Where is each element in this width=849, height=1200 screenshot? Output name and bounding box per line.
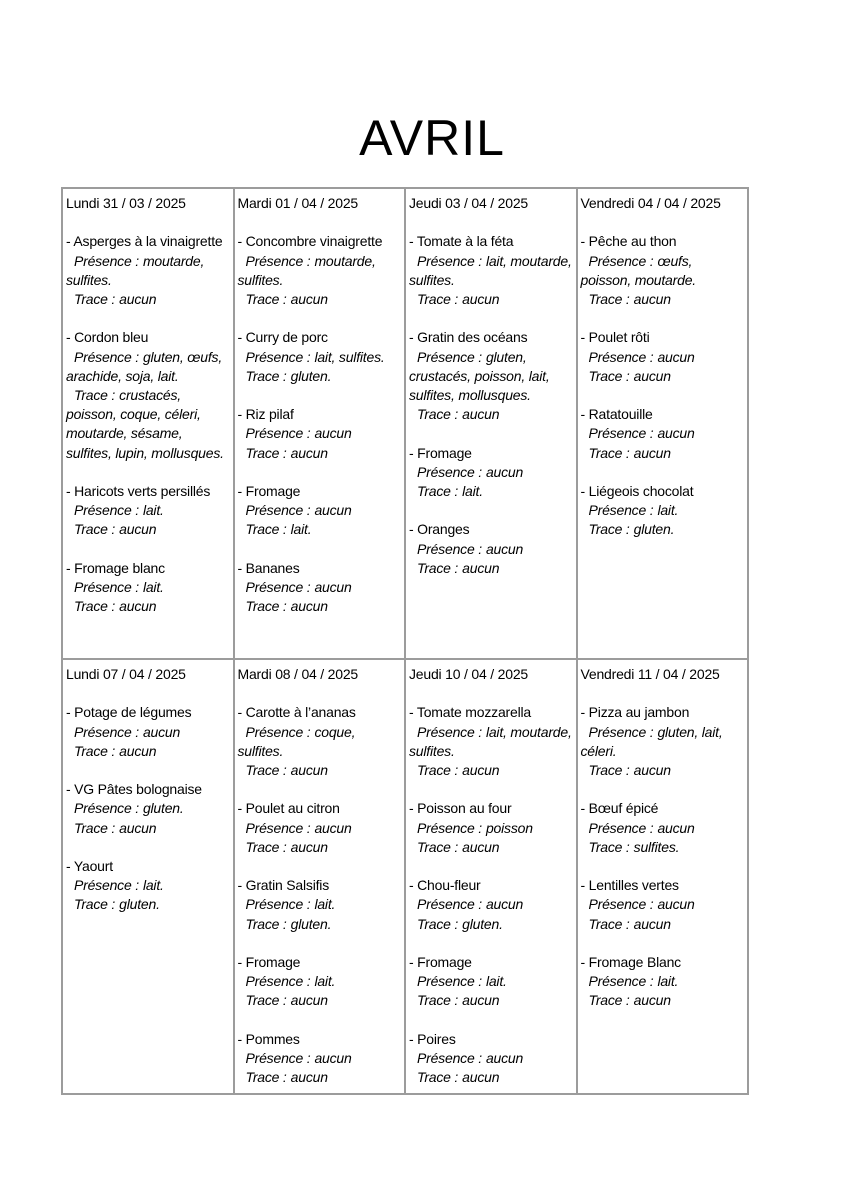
allergen-trace [238,598,328,614]
trace-value: aucun [633,762,671,778]
allergen-trace [238,762,328,778]
trace-label: Trace : [245,444,287,461]
trace-value: aucun [462,559,500,576]
day-date: Mardi 08 / 04 / 2025 [237,666,359,682]
dish-item [238,799,403,857]
dish-name: - Asperges à la vinaigrette [66,233,223,250]
trace-label: Trace : [588,915,630,932]
dish-item [66,328,231,462]
dish-item [409,876,574,934]
trace-label: Trace : [74,387,116,403]
trace-label: Trace : [74,598,116,615]
dish-item [238,482,403,540]
dish-item [238,405,403,463]
presence-value: moutarde, sulfites. [237,252,376,288]
dish-name: - Tomate mozzarella [409,704,531,721]
trace-value: lait. [462,483,483,499]
trace-value: crustacés, poisson, coque, céleri, moutarde, sésame, sulfites, lupin, mollusques. [66,387,224,461]
presence-label: Présence : [74,579,139,595]
dish-name: - Poisson au four [409,800,512,817]
presence-label: Présence : [245,425,311,442]
dish-item [238,953,403,1011]
dish-item [66,703,231,761]
allergen-trace [409,992,499,1008]
dish-name: - Fromage blanc [66,559,165,576]
allergen-presence [238,253,376,288]
presence-label: Présence : [417,252,482,269]
allergen-presence [409,253,572,288]
trace-label: Trace : [417,291,459,307]
allergen-trace [409,560,499,576]
allergen-trace [66,291,156,307]
trace-value: gluten. [119,896,160,913]
presence-label: Présence : [588,723,654,740]
page-title: AVRIL [359,110,505,166]
dish-name: - Fromage [409,953,472,970]
presence-value: aucun [657,819,695,836]
trace-value: aucun [119,819,157,836]
trace-value: aucun [462,992,500,1009]
trace-label: Trace : [588,444,630,461]
presence-value: lait, moutarde, sulfites. [409,252,572,288]
presence-label: Présence : [74,800,139,817]
allergen-trace [66,598,156,614]
dish-item [409,703,574,780]
dish-name: - Concombre vinaigrette [237,233,383,250]
allergen-trace [238,916,332,932]
dish-name: - Poires [409,1030,456,1047]
presence-value: aucun [657,348,695,365]
trace-value: aucun [119,521,157,538]
allergen-presence [238,820,352,836]
allergen-trace [66,820,156,836]
allergen-presence [66,349,222,384]
dish-item [581,405,746,463]
presence-label: Présence : [245,819,311,836]
trace-value: aucun [462,406,500,423]
trace-value: aucun [290,291,328,307]
presence-value: œufs, poisson, moutarde. [580,252,696,288]
presence-value: lait. [142,579,164,595]
trace-value: gluten. [633,521,675,538]
allergen-presence [409,973,507,989]
presence-label: Présence : [588,348,654,365]
allergen-trace [66,387,224,461]
trace-value: aucun [290,444,328,461]
dish-item [66,482,231,540]
allergen-presence [238,502,352,518]
menu-table [61,187,749,1095]
trace-label: Trace : [245,992,287,1009]
presence-value: gluten, lait, céleri. [580,723,723,759]
dish-name: - Tomate à la féta [409,233,514,250]
dish-name: - Poulet au citron [237,800,340,817]
week-row [62,188,748,659]
allergen-presence [238,579,352,595]
trace-label: Trace : [417,1069,459,1086]
allergen-trace [238,521,312,537]
allergen-trace [581,445,671,461]
trace-label: Trace : [417,559,459,576]
dish-item [409,328,574,424]
presence-value: aucun [485,1049,524,1066]
trace-value: aucun [290,992,328,1009]
trace-label: Trace : [588,291,630,307]
presence-value: lait, moutarde, sulfites. [409,723,572,759]
presence-value: lait. [142,502,164,519]
trace-value: aucun [633,291,671,307]
trace-value: aucun [633,367,671,384]
dish-item [66,857,231,915]
trace-value: aucun [633,444,671,461]
presence-label: Présence : [417,348,482,365]
day-cell [62,659,234,1094]
dish-name: - Gratin Salsifis [237,877,330,894]
dish-name: - Lentilles vertes [580,877,679,894]
dish-name: - Riz pilaf [237,406,294,423]
dish-item [238,1030,403,1088]
presence-label: Présence : [417,973,482,990]
allergen-presence [409,1050,523,1066]
dish-item [409,1030,574,1088]
allergen-trace [238,1069,328,1085]
allergen-trace [238,291,328,307]
dish-name: - Haricots verts persillés [66,483,211,499]
day-cell [405,659,577,1094]
allergen-trace [409,916,503,932]
dish-item [238,232,403,309]
allergen-presence [581,820,695,836]
presence-value: aucun [314,819,352,836]
trace-label: Trace : [417,483,459,499]
presence-value: aucun [142,723,181,740]
dish-name: - Potage de légumes [66,704,192,721]
dish-item [409,444,574,502]
dish-name: - Fromage [237,953,301,970]
day-cell [577,188,749,659]
allergen-presence [66,253,204,288]
trace-label: Trace : [74,819,116,836]
presence-value: lait. [314,973,336,990]
trace-label: Trace : [245,598,287,615]
presence-label: Présence : [245,502,311,519]
dish-item [66,559,231,617]
trace-label: Trace : [417,915,459,932]
trace-label: Trace : [245,1069,287,1086]
allergen-trace [238,992,328,1008]
presence-label: Présence : [588,819,654,836]
allergen-presence [409,464,523,480]
presence-value: aucun [657,896,695,913]
trace-value: sulfites. [633,838,680,855]
presence-label: Présence : [245,973,311,990]
presence-label: Présence : [245,896,311,913]
dish-name: - Pommes [237,1030,300,1047]
allergen-trace [66,896,160,912]
presence-label: Présence : [245,348,311,365]
presence-label: Présence : [588,973,654,990]
allergen-presence [66,724,180,740]
allergen-trace [581,291,671,307]
trace-label: Trace : [588,838,630,855]
day-cell [62,188,234,659]
presence-label: Présence : [588,425,654,442]
allergen-trace [238,445,328,461]
presence-label: Présence : [417,896,482,913]
presence-label: Présence : [74,877,139,894]
allergen-trace [238,368,332,384]
trace-value: aucun [119,291,157,307]
dish-name: - Poulet rôti [580,329,650,346]
dish-item [238,703,403,780]
allergen-presence [409,541,523,557]
presence-label: Présence : [74,502,139,519]
allergen-presence [409,896,523,912]
dish-item [581,482,746,540]
allergen-presence [581,724,723,759]
dish-name: - Fromage [237,482,301,499]
dish-name: - Oranges [409,521,470,538]
presence-value: lait. [485,973,507,990]
trace-value: aucun [633,915,671,932]
allergen-presence [581,425,695,441]
trace-label: Trace : [245,762,287,778]
trace-label: Trace : [245,838,287,855]
trace-label: Trace : [74,896,116,913]
dish-name: - Ratatouille [580,406,653,423]
dish-item [581,876,746,934]
trace-value: aucun [633,992,671,1009]
allergen-presence [66,579,164,595]
presence-label: Présence : [417,540,482,557]
day-date: Vendredi 11 / 04 / 2025 [580,666,720,682]
allergen-presence [238,896,336,912]
dish-name: - Fromage Blanc [580,953,681,970]
dish-item [66,232,231,309]
trace-label: Trace : [588,762,630,778]
dish-item [238,876,403,934]
dish-item [66,780,231,838]
dish-item [581,703,746,780]
dish-item [238,328,403,386]
presence-label: Présence : [588,252,654,269]
day-cell [405,188,577,659]
allergen-trace [409,483,483,499]
trace-label: Trace : [588,367,630,384]
presence-label: Présence : [245,252,311,269]
allergen-presence [66,877,164,893]
dish-name: - Bananes [237,559,300,576]
day-cell [234,188,406,659]
presence-value: aucun [314,578,352,595]
trace-value: aucun [290,762,328,778]
day-date: Jeudi 03 / 04 / 2025 [409,195,528,211]
trace-value: gluten. [290,915,332,932]
presence-label: Présence : [417,723,482,740]
allergen-presence [66,502,164,518]
trace-label: Trace : [245,521,287,538]
allergen-presence [66,800,184,816]
presence-value: aucun [314,425,352,442]
presence-label: Présence : [245,578,311,595]
presence-label: Présence : [245,723,311,740]
allergen-presence [409,724,572,759]
dish-item [409,232,574,309]
allergen-trace [66,743,156,759]
presence-label: Présence : [74,348,139,365]
dish-name: - Curry de porc [237,329,328,346]
presence-label: Présence : [245,1049,311,1066]
dish-item [409,520,574,578]
trace-value: lait. [290,521,312,538]
presence-label: Présence : [588,896,654,913]
allergen-trace [581,368,671,384]
allergen-presence [581,973,679,989]
dish-item [238,559,403,617]
allergen-trace [581,992,671,1008]
dish-name: - Chou-fleur [409,877,481,894]
allergen-trace [409,839,499,855]
trace-label: Trace : [245,915,287,932]
presence-label: Présence : [417,819,482,836]
allergen-trace [66,521,156,537]
allergen-presence [581,349,695,365]
day-cell [577,659,749,1094]
presence-value: poisson [485,819,533,836]
dish-name: - Liégeois chocolat [580,482,694,499]
presence-label: Présence : [417,1049,482,1066]
presence-value: moutarde, sulfites. [66,252,205,288]
trace-label: Trace : [417,838,459,855]
allergen-trace [581,521,675,537]
allergen-presence [409,349,550,403]
week-row [62,659,748,1094]
allergen-trace [409,291,499,307]
presence-value: aucun [314,1049,352,1066]
dish-name: - Gratin des océans [409,329,528,346]
dish-name: - Fromage [409,444,472,461]
trace-value: aucun [119,742,157,759]
dish-name: - Pêche au thon [580,233,677,250]
day-cell [234,659,406,1094]
presence-value: coque, sulfites. [237,723,356,759]
trace-value: aucun [462,838,500,855]
dish-item [581,799,746,857]
allergen-trace [409,406,499,422]
allergen-presence [581,896,695,912]
trace-value: gluten. [462,915,503,932]
allergen-presence [581,253,696,288]
trace-label: Trace : [588,992,630,1009]
day-date: Lundi 07 / 04 / 2025 [66,666,186,682]
allergen-presence [238,973,336,989]
day-date: Jeudi 10 / 04 / 2025 [409,666,528,682]
trace-label: Trace : [245,291,287,307]
presence-value: aucun [657,425,695,442]
allergen-trace [581,839,680,855]
trace-value: gluten. [290,367,332,384]
trace-label: Trace : [74,521,116,538]
presence-value: aucun [485,896,524,913]
allergen-presence [409,820,533,836]
trace-label: Trace : [588,521,630,538]
trace-label: Trace : [74,742,116,759]
dish-name: - Bœuf épicé [580,800,659,817]
dish-item [409,799,574,857]
presence-label: Présence : [74,723,139,740]
dish-name: - VG Pâtes bolognaise [66,781,202,798]
trace-label: Trace : [417,406,459,423]
allergen-presence [238,724,356,759]
trace-value: aucun [462,762,500,778]
presence-value: lait. [657,502,679,519]
trace-label: Trace : [74,291,116,307]
dish-name: - Yaourt [66,857,113,874]
presence-value: aucun [485,463,524,480]
allergen-presence [238,425,352,441]
presence-value: aucun [314,502,352,519]
trace-value: aucun [462,1069,500,1086]
dish-name: - Carotte à l’ananas [237,704,356,721]
trace-value: aucun [290,838,328,855]
trace-value: aucun [290,598,328,615]
presence-value: lait. [314,896,336,913]
allergen-presence [238,349,385,365]
dish-item [409,953,574,1011]
dish-name: - Pizza au jambon [580,704,690,721]
presence-value: lait. [142,877,164,894]
allergen-presence [581,502,679,518]
trace-label: Trace : [245,367,287,384]
trace-value: aucun [290,1069,328,1086]
trace-value: aucun [119,598,157,615]
presence-label: Présence : [588,502,654,519]
dish-item [581,953,746,1011]
presence-value: lait, sulfites. [314,348,385,365]
day-date: Vendredi 04 / 04 / 2025 [580,195,721,211]
allergen-trace [409,1069,499,1085]
day-date: Mardi 01 / 04 / 2025 [237,195,359,211]
presence-value: gluten, crustacés, poisson, lait, sulfites, mollusques. [409,348,550,403]
presence-value: lait. [657,973,679,990]
presence-label: Présence : [74,252,139,269]
presence-value: gluten. [142,800,184,817]
dish-item [581,232,746,309]
allergen-presence [238,1050,352,1066]
allergen-trace [581,762,671,778]
allergen-trace [581,916,671,932]
day-date: Lundi 31 / 03 / 2025 [66,195,186,211]
presence-label: Présence : [417,463,482,480]
presence-value: gluten, œufs, arachide, soja, lait. [66,348,223,384]
trace-label: Trace : [417,992,459,1009]
allergen-trace [238,839,328,855]
dish-name: - Cordon bleu [66,329,149,346]
presence-value: aucun [485,540,524,557]
allergen-trace [409,762,499,778]
trace-label: Trace : [417,762,459,778]
dish-item [581,328,746,386]
trace-value: aucun [462,291,500,307]
